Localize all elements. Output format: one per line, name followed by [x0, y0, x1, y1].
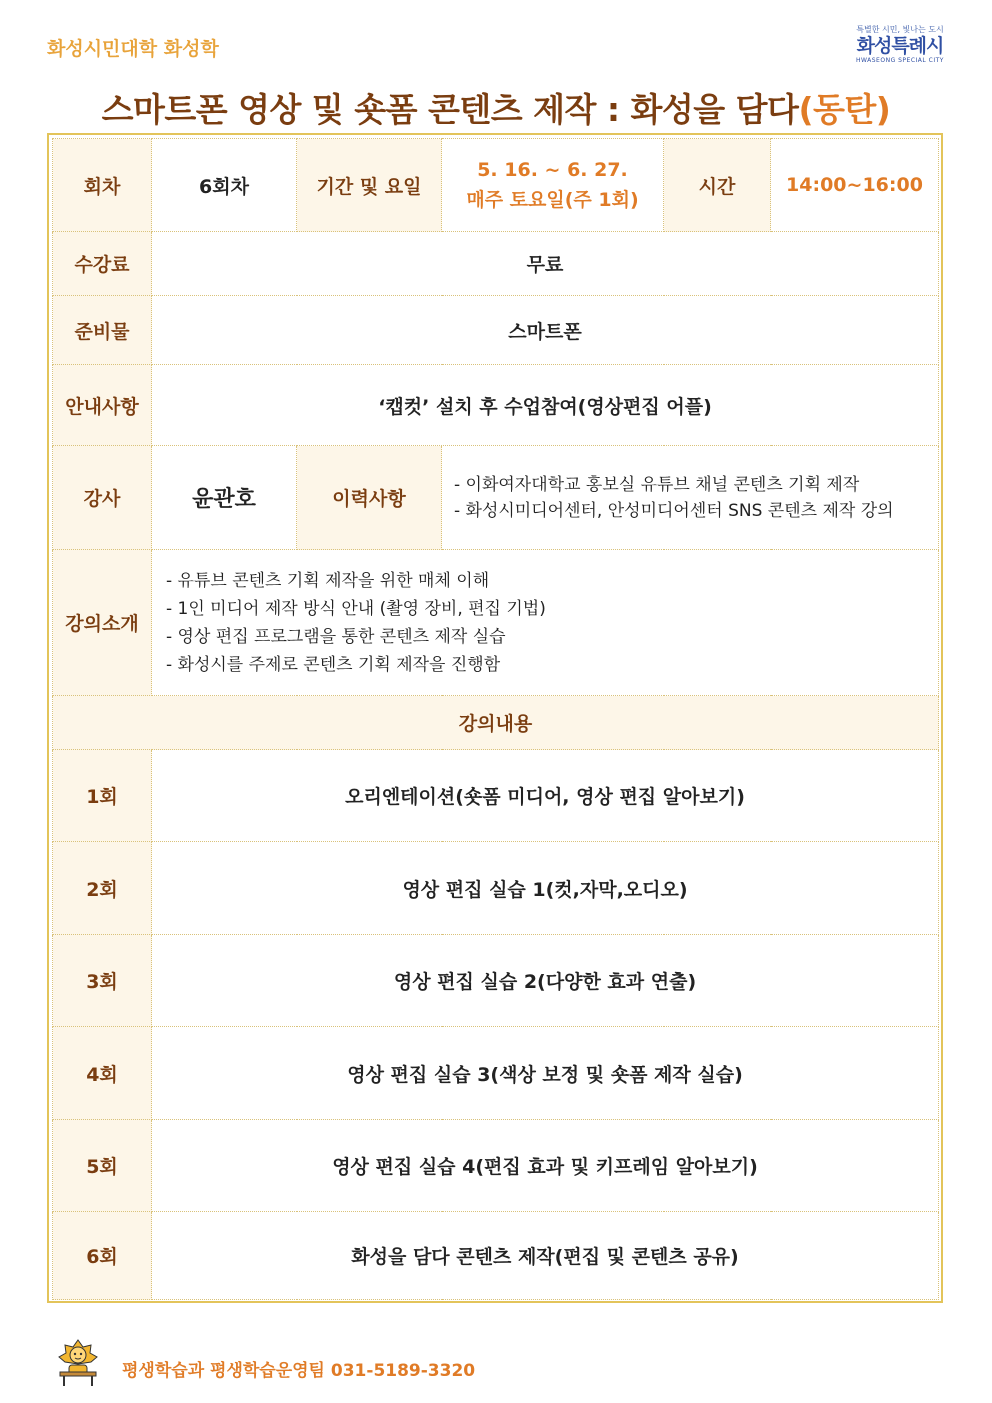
- period-value: [442, 139, 664, 232]
- career-item: - 이화여자대학교 홍보실 유튜브 채널 콘텐츠 기획 제작: [454, 474, 860, 495]
- row-fee: [53, 232, 939, 296]
- org-title: 화성시민대학 화성학: [47, 38, 219, 60]
- curriculum-session-content: 영상 편집 실습 3(색상 보정 및 숏폼 제작 실습): [152, 1027, 939, 1120]
- instructor-label: 강사: [53, 446, 152, 550]
- notice-label: 안내사항: [53, 365, 152, 446]
- curriculum-heading: 강의내용: [53, 696, 939, 750]
- curriculum-session-content: 영상 편집 실습 1(컷,자막,오디오): [152, 842, 939, 935]
- row-intro: [53, 550, 939, 696]
- period-weekday: 매주 토요일(주 1회): [466, 189, 639, 211]
- page-title-main: 스마트폰 영상 및 숏폼 콘텐츠 제작 : 화성을 담다: [101, 90, 799, 129]
- curriculum-session-label: 6회: [53, 1212, 152, 1300]
- notice-value: ‘캡컷’ 설치 후 수업참여(영상편집 어플): [152, 365, 939, 446]
- footer: [56, 1338, 656, 1388]
- career-item: - 화성시미디어센터, 안성미디어센터 SNS 콘텐츠 제작 강의: [454, 500, 894, 521]
- intro-label: 강의소개: [53, 550, 152, 696]
- intro-item: - 화성시를 주제로 콘텐츠 기획 제작을 진행함: [166, 654, 501, 675]
- career-list: [442, 446, 939, 550]
- footer-contact: 평생학습과 평생학습운영팀 031-5189-3320: [122, 1361, 476, 1381]
- intro-item: - 유튜브 콘텐츠 기획 제작을 위한 매체 이해: [166, 570, 490, 591]
- fee-value: 무료: [152, 232, 939, 296]
- logo-sub: HWASEONG SPECIAL CITY: [856, 57, 944, 64]
- period-label: 기간 및 요일: [297, 139, 442, 232]
- page-title: [0, 84, 992, 131]
- curriculum-session-label: 1회: [53, 750, 152, 842]
- table-row: [53, 1120, 939, 1212]
- course-info-frame: [47, 133, 943, 1303]
- fee-label: 수강료: [53, 232, 152, 296]
- course-info-table: [52, 138, 939, 1300]
- mascot-icon: [56, 1338, 100, 1388]
- row-materials: [53, 296, 939, 365]
- page-title-highlight: (동탄): [798, 90, 891, 129]
- intro-list: [152, 550, 939, 696]
- instructor-name: 윤관호: [152, 446, 297, 550]
- curriculum-session-label: 5회: [53, 1120, 152, 1212]
- session-value: 6회차: [152, 139, 297, 232]
- table-row: [53, 750, 939, 842]
- row-instructor: [53, 446, 939, 550]
- curriculum-session-label: 4회: [53, 1027, 152, 1120]
- materials-value: 스마트폰: [152, 296, 939, 365]
- logo-main-text: 화성특례시: [856, 35, 944, 57]
- curriculum-session-content: 영상 편집 실습 2(다양한 효과 연출): [152, 935, 939, 1027]
- curriculum-session-content: 오리엔테이션(숏폼 미디어, 영상 편집 알아보기): [152, 750, 939, 842]
- intro-item: - 1인 미디어 제작 방식 안내 (촬영 장비, 편집 기법): [166, 598, 546, 619]
- curriculum-session-label: 2회: [53, 842, 152, 935]
- table-row: [53, 1027, 939, 1120]
- table-row: [53, 842, 939, 935]
- table-row: [53, 1212, 939, 1300]
- time-label: 시간: [664, 139, 771, 232]
- row-curriculum-heading: [53, 696, 939, 750]
- row-schedule: [53, 139, 939, 232]
- logo-main: [848, 35, 952, 57]
- materials-label: 준비물: [53, 296, 152, 365]
- curriculum-session-content: 화성을 담다 콘텐츠 제작(편집 및 콘텐츠 공유): [152, 1212, 939, 1300]
- curriculum-session-content: 영상 편집 실습 4(편집 효과 및 키프레임 알아보기): [152, 1120, 939, 1212]
- curriculum-session-label: 3회: [53, 935, 152, 1027]
- career-label: 이력사항: [297, 446, 442, 550]
- city-logo: [848, 24, 952, 68]
- period-dates: 5. 16. ~ 6. 27.: [477, 159, 628, 181]
- table-row: [53, 935, 939, 1027]
- session-label: 회차: [53, 139, 152, 232]
- time-value: 14:00~16:00: [771, 139, 939, 232]
- logo-slogan: 특별한 시민, 빛나는 도시: [856, 25, 944, 34]
- intro-item: - 영상 편집 프로그램을 통한 콘텐츠 제작 실습: [166, 626, 506, 647]
- row-notice: [53, 365, 939, 446]
